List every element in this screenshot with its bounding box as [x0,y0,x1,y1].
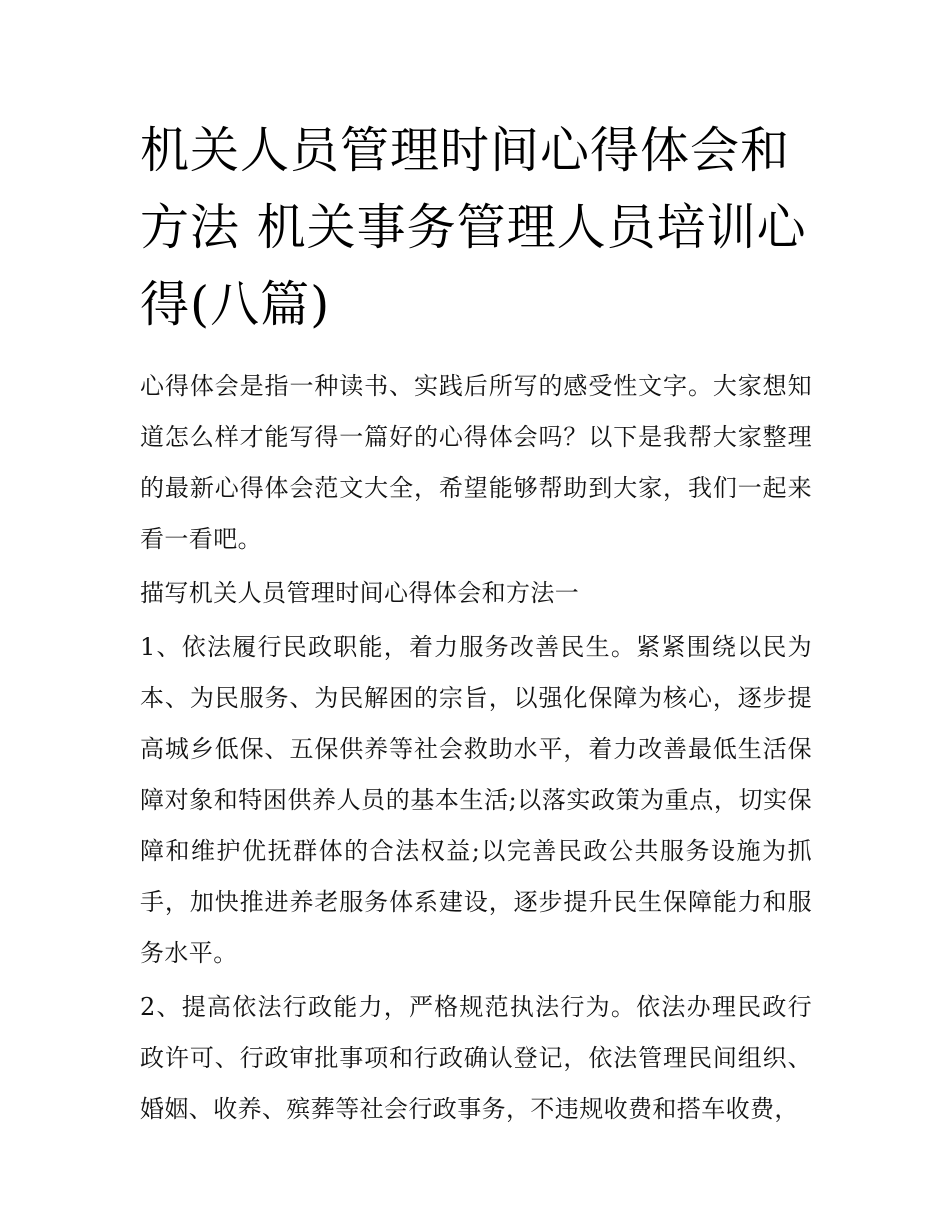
document-title: 机关人员管理时间心得体会和方法 机关事务管理人员培训心得(八篇) [140,122,807,333]
intro-paragraph: 心得体会是指一种读书、实践后所写的感受性文字。大家想知道怎么样才能写得一篇好的心得体会吗？以下是我帮大家整理的最新心得体会范文大全，希望能够帮助到大家，我们一起来看一看吧。 [140,372,812,553]
document-page [140,112,812,1135]
body-paragraph-1: 1、依法履行民政职能，着力服务改善民生。紧紧围绕以民为本、为民服务、为民解困的宗旨，以强化保障为核心，逐步提高城乡低保、五保供养等社会救助水平，着力改善最低生活保障对象和特困供养人员的基本生活;以落实政策为重点，切实保障和维护优抚群体的合法权益;以完善民政公共服务设施为抓手，加快推进养老服务体系建设，逐步提升民生保障能力和服务水平。 [140,633,812,967]
body-paragraph-2: 2、提高依法行政能力，严格规范执法行为。依法办理民政行政许可、行政审批事项和行政确认登记，依法管理民间组织、婚姻、收养、殡葬等社会行政事务，不违规收费和搭车收费， [140,993,812,1123]
section-heading: 描写机关人员管理时间心得体会和方法一 [140,579,580,607]
